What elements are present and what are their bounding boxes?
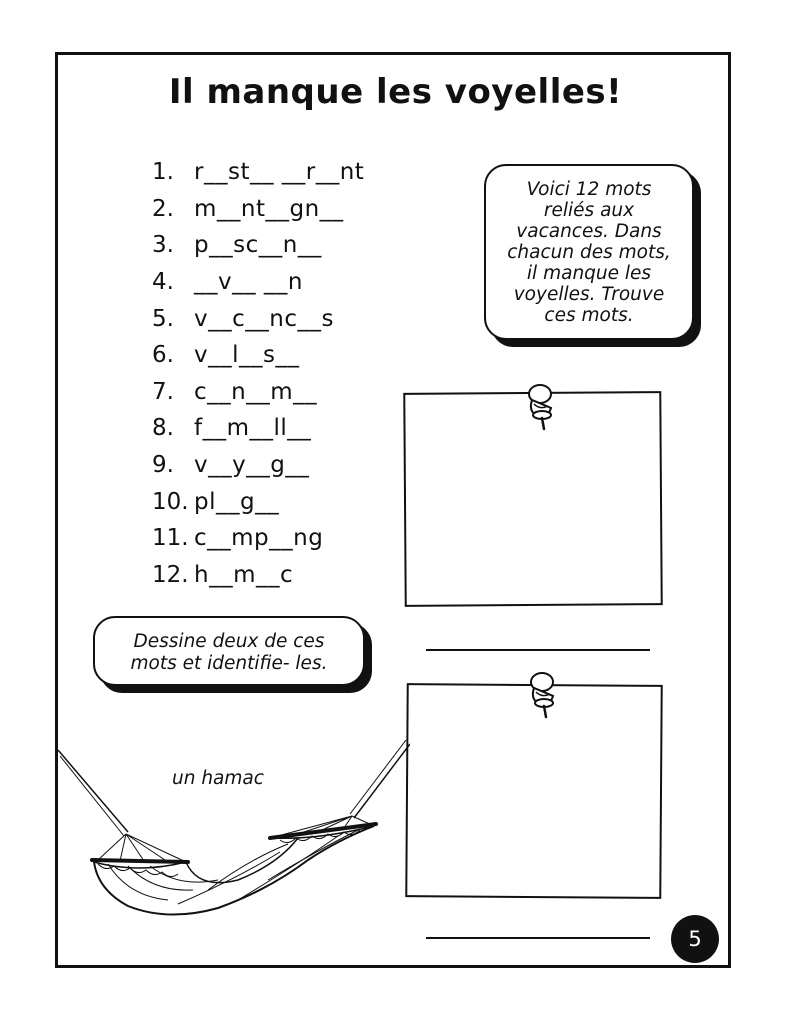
word-number: 6. (152, 342, 174, 369)
word-number: 10. (152, 488, 189, 515)
instructions-line: ces mots. (544, 305, 634, 326)
word-pattern: p__sc__n__ (194, 232, 322, 259)
instructions-line: vacances. Dans (516, 221, 662, 242)
word-pattern: c__mp__ng (194, 525, 324, 552)
page-number-badge: 5 (671, 915, 719, 963)
answer-line-2[interactable] (426, 937, 650, 939)
word-number: 7. (152, 378, 174, 405)
instructions-bubble (484, 164, 694, 340)
word-pattern: r__st__ __r__nt (194, 159, 365, 186)
word-item (152, 337, 364, 374)
word-list (152, 154, 364, 593)
word-pattern: __v__ __n (194, 269, 303, 296)
word-item (152, 227, 364, 264)
word-item (152, 447, 364, 484)
answer-line-1[interactable] (426, 649, 650, 651)
word-item (152, 483, 364, 520)
word-number: 11. (152, 525, 189, 552)
hammock-label: un hamac (172, 768, 264, 789)
word-item (152, 264, 364, 301)
word-number: 4. (152, 269, 174, 296)
word-number: 5. (152, 305, 174, 332)
draw-prompt-line: mots et identifie- les. (130, 653, 328, 674)
word-pattern: m__nt__gn__ (194, 195, 344, 222)
word-number: 3. (152, 232, 174, 259)
word-number: 12. (152, 561, 189, 588)
instructions-line: voyelles. Trouve (513, 284, 665, 305)
word-number: 2. (152, 195, 174, 222)
word-item (152, 520, 364, 557)
word-number: 9. (152, 452, 174, 479)
hammock-icon (58, 740, 410, 920)
word-item (152, 191, 364, 228)
word-pattern: f__m__ll__ (194, 415, 312, 442)
pushpin-icon (520, 382, 568, 434)
word-pattern: c__n__m__ (194, 378, 318, 405)
word-item (152, 374, 364, 411)
word-pattern: pl__g__ (194, 488, 280, 515)
word-item (152, 557, 364, 594)
draw-prompt-line: Dessine deux de ces (133, 631, 325, 652)
word-pattern: v__y__g__ (194, 452, 310, 479)
word-pattern: v__l__s__ (194, 342, 300, 369)
draw-prompt-bubble (93, 616, 365, 686)
instructions-line: il manque les (526, 263, 652, 284)
instructions-line: reliés aux (543, 200, 635, 221)
word-number: 1. (152, 159, 174, 186)
word-item (152, 154, 364, 191)
word-pattern: v__c__nc__s (194, 305, 334, 332)
word-item (152, 410, 364, 447)
word-number: 8. (152, 415, 174, 442)
instructions-line: Voici 12 mots (526, 179, 652, 200)
word-pattern: h__m__c (194, 561, 294, 588)
pushpin-icon (522, 670, 570, 722)
instructions-line: chacun des mots, (507, 242, 671, 263)
page-title: Il manque les voyelles! (168, 72, 623, 112)
word-item (152, 300, 364, 337)
